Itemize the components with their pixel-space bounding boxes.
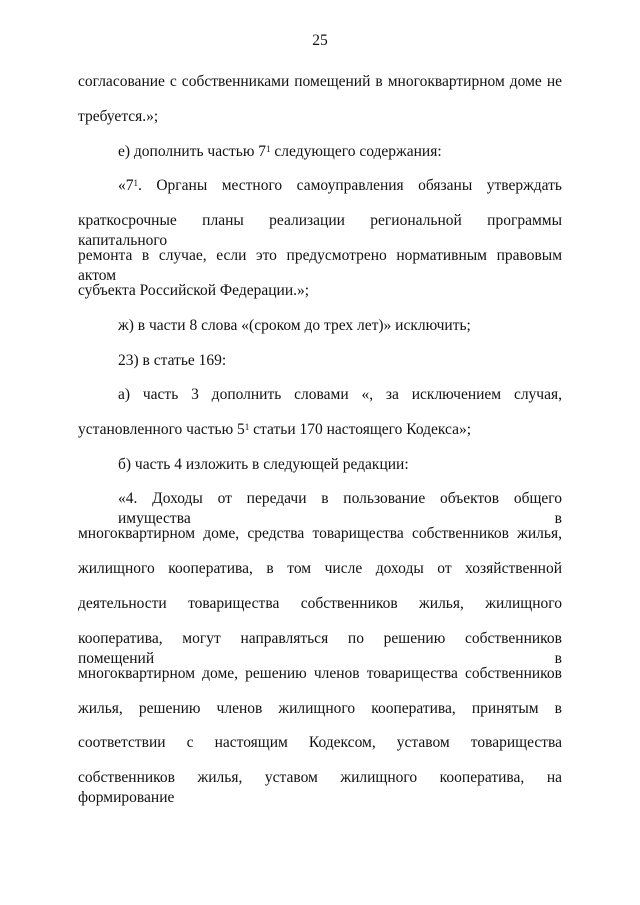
text-line: [78, 733, 562, 753]
text-span: собственников жилья, уставом жилищного кооператива, на формирование: [78, 769, 562, 806]
text-line: [118, 176, 562, 196]
text-span: следующего содержания:: [270, 143, 442, 160]
text-line: [78, 524, 562, 544]
text-span: установленного частью 5: [78, 421, 245, 438]
text-span: ремонта в случае, если это предусмотрено нормативным правовым актом: [78, 247, 562, 284]
text-span: субъекта Российской Федерации.»;: [78, 282, 310, 299]
text-span: 23) в статье 169:: [118, 352, 227, 369]
text-span: б) часть 4 изложить в следующей редакции:: [118, 456, 409, 473]
text-span: многоквартирном доме, средства товарищества собственников жилья,: [78, 525, 562, 542]
text-span: краткосрочные планы реализации региональной программы капитального: [78, 212, 562, 249]
text-line: [78, 281, 562, 301]
text-span: требуется.»;: [78, 108, 159, 125]
text-line: [118, 316, 562, 336]
text-line: [118, 351, 562, 371]
text-span: ж) в части 8 слова «(сроком до трех лет)» исключить;: [118, 317, 471, 334]
text-line: [118, 455, 562, 475]
text-line: [78, 246, 562, 286]
text-span: соответствии с настоящим Кодексом, уставом товарищества: [78, 734, 562, 751]
text-line: [78, 211, 562, 251]
text-span: кооператива, могут направляться по решению собственников помещений в: [78, 630, 562, 667]
page-number: 25: [312, 32, 328, 49]
text-span: е) дополнить частью 7: [118, 143, 267, 160]
text-span: статьи 170 настоящего Кодекса»;: [249, 421, 472, 438]
text-span: согласование с собственниками помещений в многоквартирном доме не: [78, 73, 562, 90]
text-line: [78, 768, 562, 808]
superscript: 1: [266, 144, 271, 154]
text-span: многоквартирном доме, решению членов товарищества собственников: [78, 665, 562, 682]
text-line: [78, 107, 562, 127]
text-line: [78, 594, 562, 614]
text-line: [78, 699, 562, 719]
text-span: «7: [118, 177, 134, 194]
text-span: жилья, решению членов жилищного кооператива, принятым в: [78, 700, 562, 717]
text-span: жилищного кооператива, в том числе доходы от хозяйственной: [78, 560, 562, 577]
text-span: . Органы местного самоуправления обязаны утверждать: [138, 177, 562, 194]
text-line: [78, 664, 562, 684]
text-line: [118, 142, 562, 162]
text-line: [78, 72, 562, 92]
text-line: [78, 559, 562, 579]
text-line: [118, 385, 562, 405]
text-span: «4. Доходы от передачи в пользование объектов общего имущества в: [118, 490, 562, 527]
text-line: [78, 629, 562, 669]
superscript: 1: [133, 178, 138, 188]
text-line: [78, 420, 562, 440]
text-line: [118, 489, 562, 529]
superscript: 1: [244, 422, 250, 432]
text-span: деятельности товарищества собственников жилья, жилищного: [78, 595, 562, 612]
text-span: а) часть 3 дополнить словами «, за исключением случая,: [118, 386, 562, 403]
